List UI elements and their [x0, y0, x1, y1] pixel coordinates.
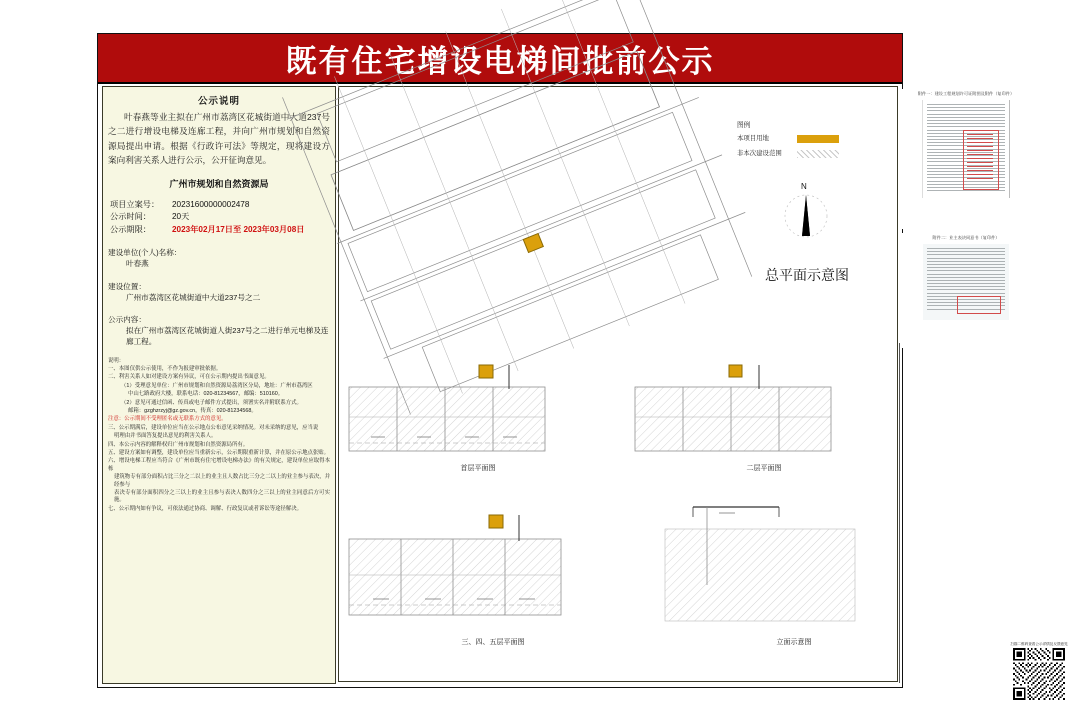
floor-plan-1-svg — [343, 345, 613, 473]
field-key: 项目立案号： — [110, 199, 160, 209]
elevation-drawing — [659, 495, 929, 665]
note-line: 表决专有部分面积四分之三以上的业主且参与表决人数四分之三以上的业主同意后方可实施。 — [114, 490, 330, 504]
floor-plan-3-svg — [343, 495, 643, 647]
field-value: 20231600000002478 — [172, 199, 250, 209]
site-plan-drawing — [341, 89, 741, 339]
notice-body-text: 叶春燕等业主拟在广州市荔湾区花城街道中大道237号之二进行增设电梯及连廊工程，并向广州市规划和自然资源局提出申请。根据《行政许可法》等规定，现将建设方案向利害关系人进行公示，公开征询意见。 — [108, 112, 330, 166]
scan-2-red-annotation — [957, 296, 1001, 314]
note-line: 一、本图仅供公示使用，不作为报建审批依据。 — [108, 365, 222, 372]
field-key: 公示期限： — [110, 224, 151, 234]
floor-plan-3-caption: 三、四、五层平面图 — [461, 638, 525, 646]
note-line: 二、利害关系人如对建设方案有异议，可在公示期内提出书面意见。 — [108, 374, 270, 381]
compass-north-label: N — [801, 182, 807, 191]
applicant-section — [108, 247, 330, 269]
site-plan-svg — [341, 89, 741, 339]
floor-plan-drawing-3 — [343, 495, 643, 665]
legend-item — [737, 149, 907, 159]
note-line: 中山七路政府大楼，联系电话：020-81234567，邮编：510160。 — [128, 391, 284, 398]
drawing-area — [338, 86, 1068, 682]
notice-info-panel — [102, 86, 336, 684]
poster-title-banner — [98, 34, 902, 84]
note-line: 明理由并书面答复提出意见的利害关系人。 — [114, 433, 217, 440]
compass-icon — [779, 184, 833, 242]
field-value: 20天 — [172, 212, 190, 222]
note-line: 建筑物专有部分面积占比三分之二以上的业主且人数占比三分之二以上的业主参与表决，并经参与 — [114, 474, 330, 488]
qr-code-block — [1004, 642, 1074, 700]
note-line: 三、公示期满后，建设单位应当在公示地点公布意见采纳情况。对未采纳的意见，应当说 — [108, 424, 319, 431]
legend-item-label: 非本次建设范围 — [737, 150, 782, 157]
scan-1-red-marks — [967, 134, 993, 184]
note-line-warning: 注意：公示期间不受理匿名或无联系方式的意见。 — [108, 416, 227, 423]
floor-plan-2-svg — [629, 345, 899, 473]
location-section — [108, 281, 330, 303]
scanned-document-1 — [902, 89, 1030, 229]
notice-heading: 公示说明 — [197, 96, 240, 107]
notes-title: 说明： — [108, 357, 125, 364]
legend-item — [737, 134, 907, 144]
floor-plan-1-caption: 首层平面图 — [460, 464, 496, 472]
notice-field-row — [110, 211, 330, 224]
north-compass — [779, 184, 833, 244]
qr-code-icon[interactable] — [1013, 648, 1065, 700]
scanned-document-2 — [902, 233, 1030, 348]
notice-field-list — [110, 199, 330, 237]
legend-swatch-project-site — [797, 135, 839, 143]
scan-1-title: 附件一：建设工程规划许可证附图及附件（复印件） — [917, 91, 1015, 96]
site-plan-caption: 总平面示意图 — [765, 268, 849, 284]
location-label: 建设位置： — [108, 281, 146, 291]
public-notice-poster — [97, 33, 1068, 688]
elevation-caption: 立面示意图 — [776, 638, 812, 646]
field-value-period: 2023年02月17日至 2023年03月08日 — [172, 224, 305, 234]
content-section — [108, 314, 330, 348]
notice-body — [108, 110, 330, 168]
site-plan-legend — [737, 121, 907, 164]
floor-plan-2-caption: 二层平面图 — [746, 464, 782, 472]
location-value: 广州市荔湾区花城街道中大道237号之二 — [126, 292, 261, 302]
page-title: 既有住宅增设电梯间批前公示 — [285, 43, 715, 80]
content-value: 拟在广州市荔湾区花城街道人街237号之二进行单元电梯及连廊工程。 — [126, 326, 329, 347]
note-line: （1）受理意见单位：广州市规划和自然资源局荔湾区分局，地址：广州市荔湾区 — [121, 382, 313, 389]
note-line: 七、公示期内如有争议，可依法通过协商、调解、行政复议或者诉讼等途径解决。 — [108, 505, 303, 512]
notice-fine-print — [108, 358, 330, 514]
field-key: 公示时间： — [110, 212, 151, 222]
notice-field-row — [110, 199, 330, 212]
applicant-label: 建设单位(个人)名称： — [108, 248, 182, 258]
qr-code-caption: 扫描二维码查看公示详情及反馈意见 — [1010, 642, 1068, 646]
scan-2-title: 附件二：业主表决同意书（复印件） — [932, 235, 1000, 240]
legend-swatch-out-of-scope — [797, 150, 839, 158]
note-line: 四、本公示内容的解释权归广州市规划和自然资源局所有。 — [108, 441, 249, 448]
elevation-svg — [659, 495, 929, 647]
note-line: 邮箱：gzghzrzyj@gz.gov.cn，传真：020-81234568。 — [128, 407, 257, 414]
applicant-value: 叶春燕 — [126, 259, 149, 269]
issuing-bureau: 广州市规划和自然资源局 — [169, 178, 269, 189]
scan-1-sheet — [922, 100, 1010, 198]
note-line: 六、增设电梯工程应当符合《广州市既有住宅增设电梯办法》的有关规定，建设单位应取得本栋 — [108, 458, 330, 472]
note-line: 五、建设方案如有调整，建设单位应当重新公示，公示期限重新计算，并在原公示地点张贴。 — [108, 450, 330, 457]
scan-2-sheet — [923, 244, 1009, 320]
note-line: （2）意见可通过信函、传真或电子邮件方式提出，须署实名并附联系方式。 — [121, 399, 302, 406]
legend-item-label: 本项目用地 — [737, 135, 769, 142]
notice-field-row — [110, 224, 330, 237]
floor-plan-drawing-2 — [629, 345, 899, 485]
legend-title: 图例 — [737, 122, 751, 129]
floor-plan-drawing-1 — [343, 345, 613, 485]
content-label: 公示内容： — [108, 314, 146, 324]
